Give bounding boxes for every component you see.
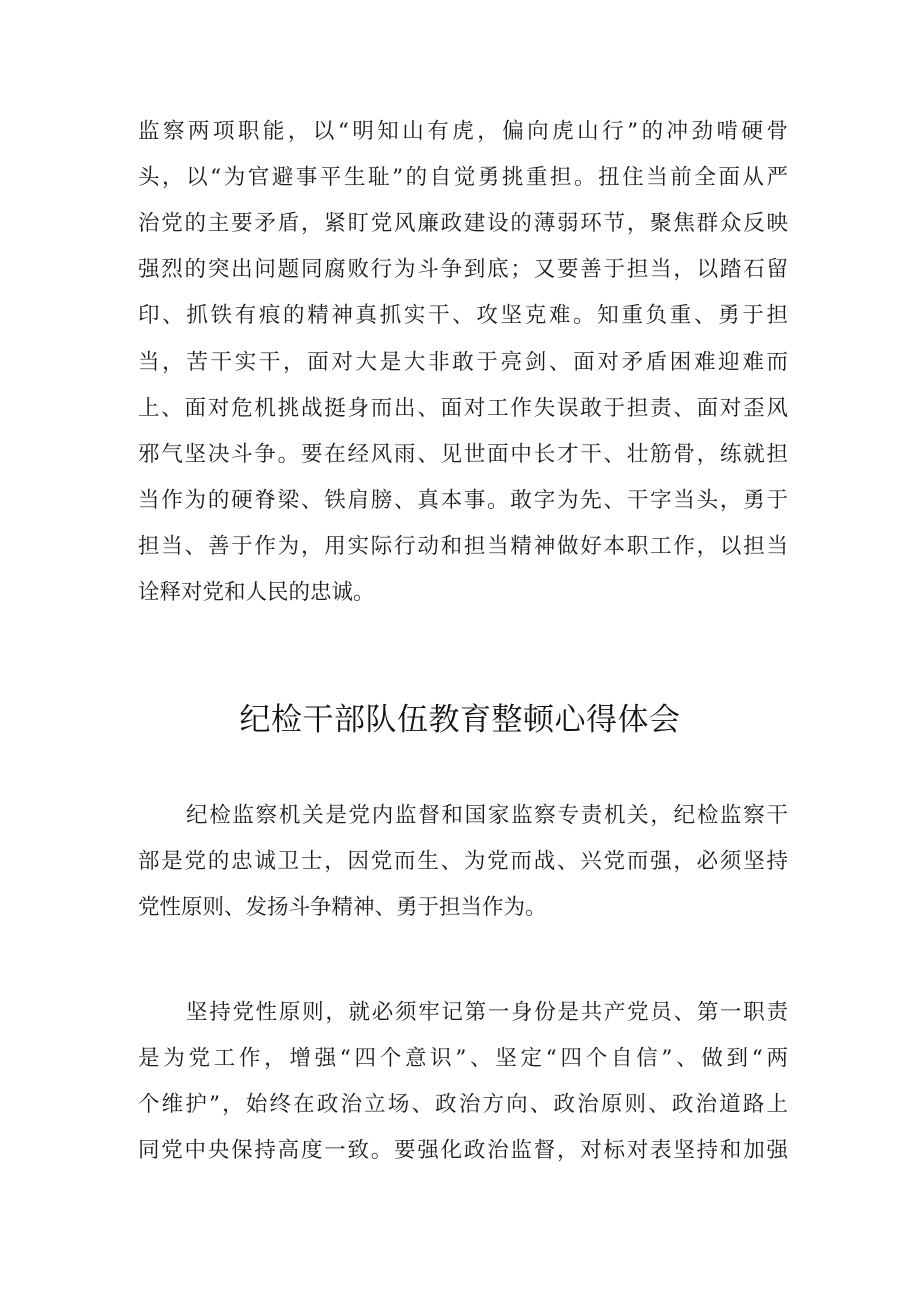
paragraph-line: 上、面对危机挑战挺身而出、面对工作失误敢于担责、面对歪风 (138, 396, 788, 421)
paragraph-line: 当作为的硬脊梁、铁肩膀、真本事。敢字为先、干字当头，勇于 (138, 488, 788, 513)
paragraph-line: 监察两项职能，以“明知山有虎，偏向虎山行”的冲劲啃硬骨 (138, 119, 788, 144)
paragraph-line: 强烈的突出问题同腐败行为斗争到底；又要善于担当，以踏石留 (138, 257, 788, 282)
paragraph-line: 纪检监察机关是党内监督和国家监察专责机关，纪检监察干 (186, 803, 788, 828)
paragraph-line: 个维护”，始终在政治立场、政治方向、政治原则、政治道路上 (138, 1092, 788, 1117)
paragraph-line: 是为党工作，增强“四个意识”、坚定“四个自信”、做到“两 (138, 1046, 788, 1071)
paragraph-line: 诠释对党和人民的忠诚。 (138, 580, 375, 605)
paragraph-line: 印、抓铁有痕的精神真抓实干、攻坚克难。知重负重、勇于担 (138, 303, 788, 328)
article-title: 纪检干部队伍教育整顿心得体会 (239, 702, 681, 738)
paragraph-line: 头，以“为官避事平生耻”的自觉勇挑重担。扭住当前全面从严 (138, 165, 788, 190)
paragraph-line: 坚持党性原则，就必须牢记第一身份是共产党员、第一职责 (186, 1000, 788, 1025)
paragraph-line: 当，苦干实干，面对大是大非敢于亮剑、面对矛盾困难迎难而 (138, 350, 788, 375)
paragraph-line: 治党的主要矛盾，紧盯党风廉政建设的薄弱环节，聚焦群众反映 (138, 211, 788, 236)
paragraph-line: 部是党的忠诚卫士，因党而生、为党而战、兴党而强，必须坚持 (138, 849, 788, 874)
paragraph-line: 担当、善于作为，用实际行动和担当精神做好本职工作，以担当 (138, 534, 788, 559)
paragraph-line: 党性原则、发扬斗争精神、勇于担当作为。 (138, 895, 547, 920)
paragraph-line: 同党中央保持高度一致。要强化政治监督，对标对表坚持和加强 (138, 1138, 788, 1163)
paragraph-line: 邪气坚决斗争。要在经风雨、见世面中长才干、壮筋骨，练就担 (138, 442, 788, 467)
